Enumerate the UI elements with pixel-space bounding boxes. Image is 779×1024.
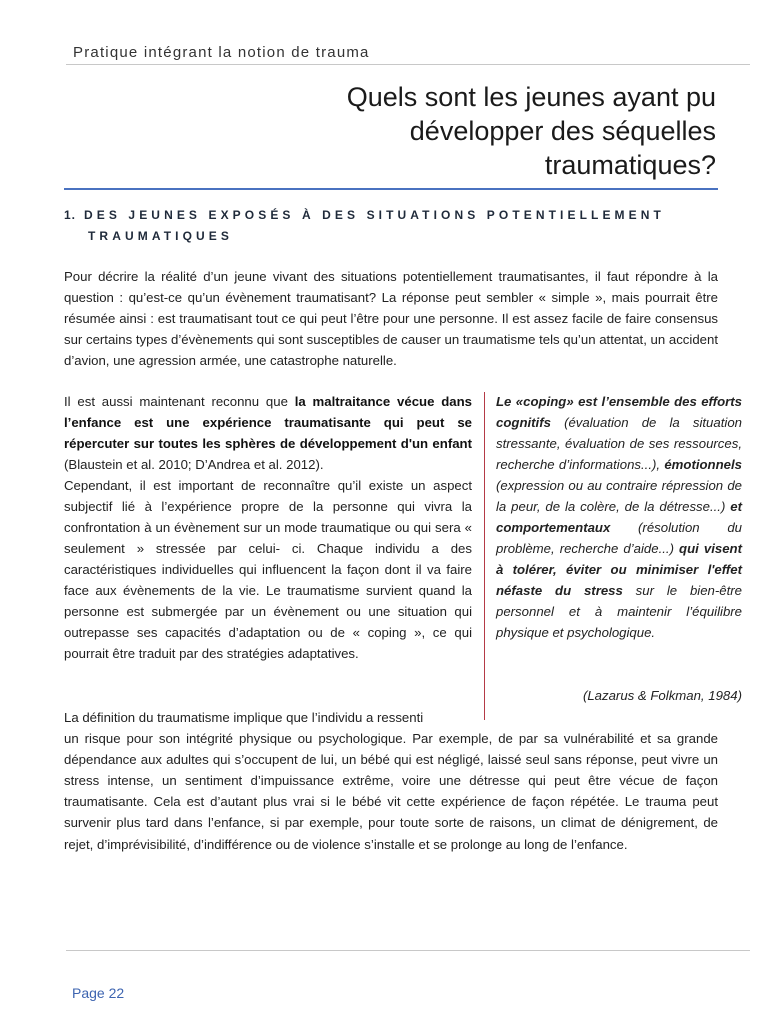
quote-bold-3: émotionnels xyxy=(664,457,742,472)
quote-bold-1: Le «coping» est l’ensemble des efforts cognitifs xyxy=(496,394,742,430)
title-underline xyxy=(64,188,718,190)
page-title xyxy=(230,80,716,182)
section-number: 1. xyxy=(64,208,77,222)
quote-text-2: (évaluation de la situation stressante, évaluation de ses ressources, recherche d’informations...), xyxy=(496,415,742,472)
quote-text-6: (résolution du problème, recherche d’aide...) xyxy=(496,520,742,556)
quote-text-4: (expression ou au contraire répression de la peur, de la colère, de la détresse...) xyxy=(496,478,742,514)
quote-citation: (Lazarus & Folkman, 1984) xyxy=(582,688,742,703)
title-line-1: Quels sont les jeunes ayant pu xyxy=(346,82,716,112)
paragraph-intro: Pour décrire la réalité d’un jeune vivant des situations potentiellement traumatisantes, il faut répondre à la question : qu’est-ce qu’un évènement traumatisant? La réponse peut sembler « simple », mais pourrait être résumée ainsi : est traumatisant tout ce qui peut l’être pour une personne. Il est assez facile de faire consensus sur certains types d’évènements qui sont susceptibles de causer un traumatisme tels qu’un attentat, un accident d’avion, une agression armée, une catastrophe naturelle. xyxy=(64,269,718,368)
paragraph-definition xyxy=(64,707,718,855)
section-heading xyxy=(64,205,704,247)
paragraph-maltreatment-emphasis: la maltraitance vécue dans l’enfance est une expérience traumatisante qui peut se répercuter sur toutes les sphères de développement d'un enfant xyxy=(64,394,472,451)
header-divider xyxy=(66,64,750,65)
title-line-2: développer des séquelles xyxy=(409,116,716,146)
paragraph-definition-rest: un risque pour son intégrité physique ou psychologique. Par exemple, de par sa vulnérabilité et sa grande dépendance aux adultes qui s’occupent de lui, un bébé qui est négligé, laissé seul sans réponse, peut vivre un stress intense, un sentiment d’impuissance extrême, voire une détresse qui peut être vécue de façon traumatisante. Cela est d’autant plus vrai si le bébé vit cette expérience de façon répétée. Le trauma peut survenir plus tard dans l’enfance, si par exemple, pour toute sorte de raisons, un climat de dénigrement, de rejet, d’imprévisibilité, d’indifférence ou de violence s’installe et se prolonge au long de l’enfance. xyxy=(64,731,718,852)
running-header: Pratique intégrant la notion de trauma xyxy=(73,44,370,61)
section-heading-line-2: TRAUMATIQUES xyxy=(88,229,233,243)
paragraph-definition-first-line: La définition du traumatisme implique que l’individu a ressenti xyxy=(64,710,424,725)
paragraph-maltreatment xyxy=(64,391,472,664)
footer-divider xyxy=(66,950,750,951)
quote-text-8: sur le bien-être personnel et à maintenir l’équilibre physique et psychologique. xyxy=(496,583,743,640)
section-heading-line-1: DES JEUNES EXPOSÉS À DES SITUATIONS POTENTIELLEMENT xyxy=(84,208,665,222)
title-line-3: traumatiques? xyxy=(544,150,716,180)
quote-bold-5: et comportementaux xyxy=(496,499,742,535)
page-number: Page 22 xyxy=(72,985,125,1001)
paragraph-maltreatment-intro: Il est aussi maintenant reconnu que xyxy=(64,394,295,409)
quote-bold-7: qui visent à tolérer, éviter ou minimiser l'effet néfaste du stress xyxy=(496,541,742,598)
paragraph-maltreatment-refs: (Blaustein et al. 2010; D’Andrea et al. 2012). xyxy=(64,457,324,472)
paragraph-subjectivity: Cependant, il est important de reconnaître qu’il existe un aspect subjectif lié à l’expérience propre de la personne qui vivra la confrontation à un évènement sur un mode traumatique ou qui sera « seulement » stressée par celui- ci. Chaque individu a des caractéristiques individuelles qui influencent la façon dont il va faire face aux évènements de la vie. Le traumatisme survient quand la personne est submergée par un évènement ou une situation qui outrepasse ses capacités d’adaptation ou de « coping », ce qui pourrait être traduit par des stratégies adaptatives. xyxy=(64,478,472,661)
coping-definition-quote xyxy=(496,391,742,643)
sidebar-divider xyxy=(484,392,485,720)
